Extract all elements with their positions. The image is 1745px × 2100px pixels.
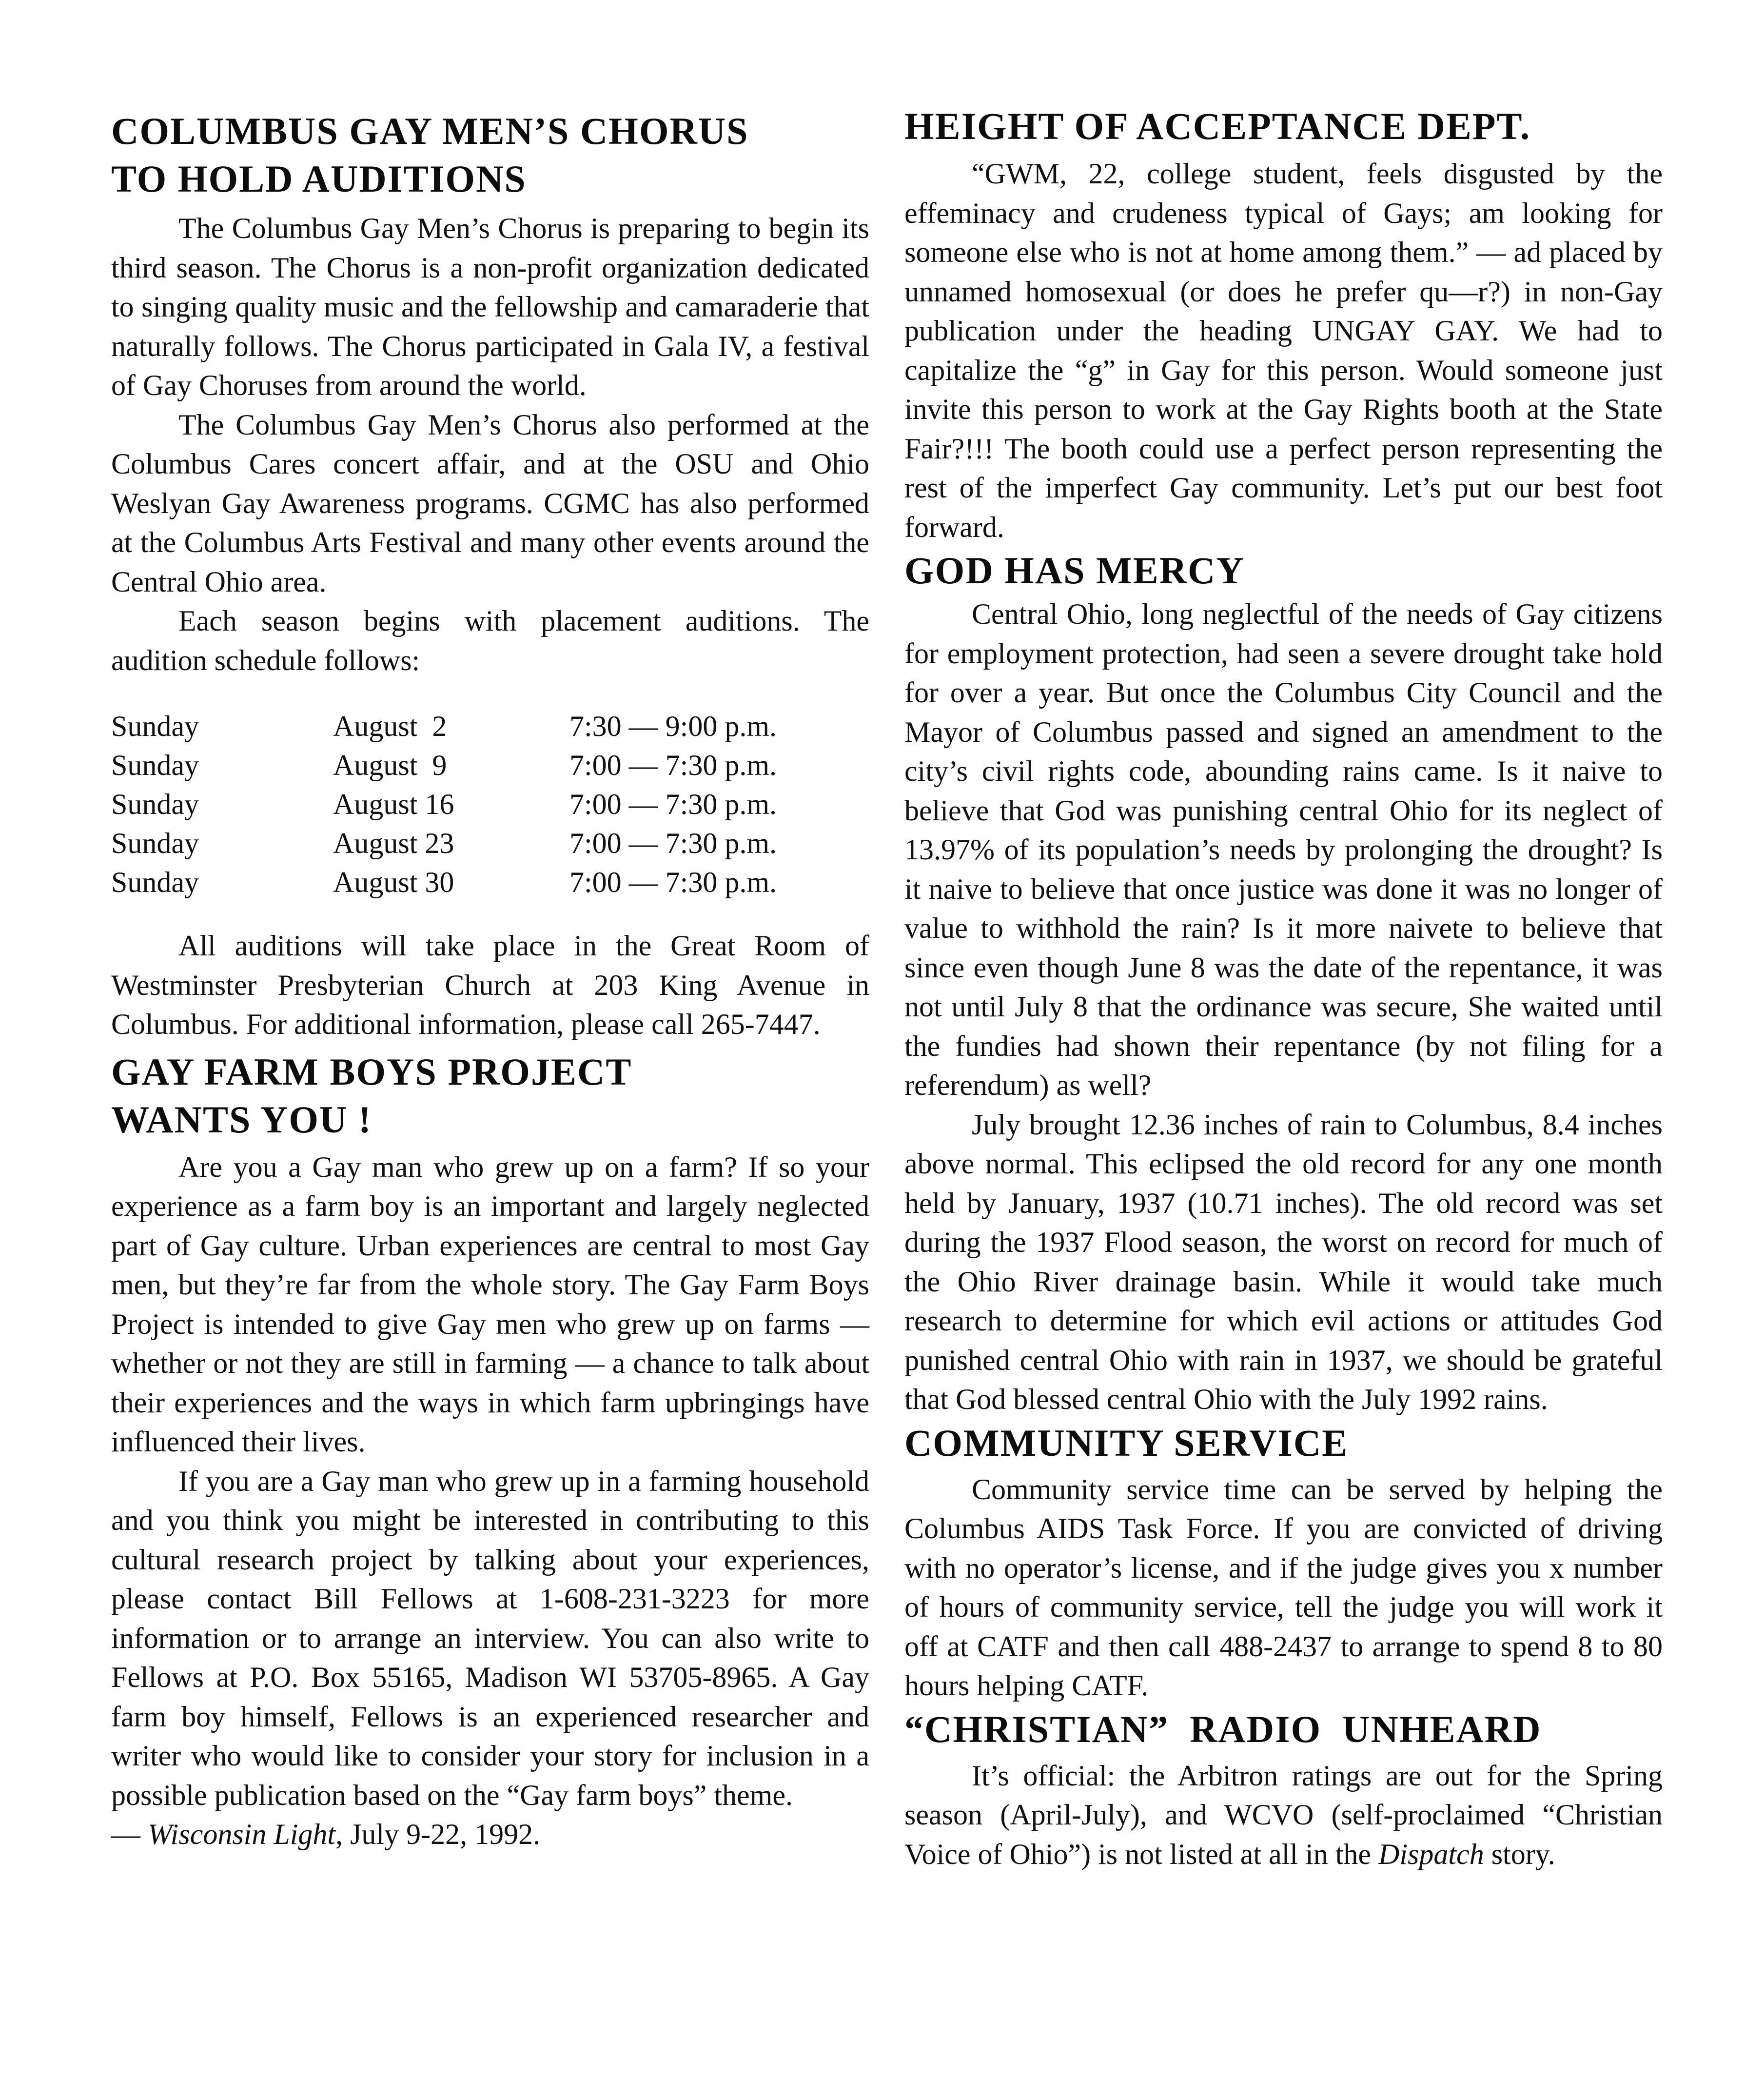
source-publication: Wisconsin Light: [148, 1818, 336, 1850]
article-chorus-auditions: [111, 107, 869, 1044]
audition-schedule: [111, 707, 869, 902]
community-service-paragraph: Community service time can be served by helping the Columbus AIDS Task Force. If you are convicted of driving with no operator’s license, and if the judge gives you x number of hours of community service, tell the judge you will work it off at CATF and then call 488-2437 to arrange to spend 8 to 80 hours helping CATF.: [904, 1473, 1663, 1702]
source-citation: [111, 1815, 869, 1854]
mercy-paragraph: Central Ohio, long neglectful of the needs of Gay citizens for employment protection, had seen a severe drought take hold for over a year. But once the Columbus City Council and the Mayor of Columbus passed and signed an amendment to the city’s civil rights code, abounding rains came. Is it naive to believe that God was punishing central Ohio for its neglect of 13.97% of its population’s needs by prolonging the drought? Is it naive to believe that once justice was done it was no longer of value to withhold the rain? Is it more naivete to believe that since even though June 8 was the date of the repentance, it was not until July 8 that the ordinance was secure, She waited until the fundies had shown their repentance (by not filing for a referendum) as well?: [904, 598, 1663, 1101]
left-column: [111, 107, 869, 1854]
schedule-date: August 16: [333, 788, 454, 820]
acceptance-paragraph: “GWM, 22, college student, feels disgusted by the effeminacy and crudeness typical of Gays; am looking for someone else who is not at home among them.” — ad placed by unnamed homosexual (or does he prefer qu—r?) in non-Gay publication under the heading UNGAY GAY. We had to capitalize the “g” in Gay for this person. Would someone just invite this person to work at the Gay Rights booth at the State Fair?!!! The booth could use a perfect person representing the rest of the imperfect Gay community. Let’s put our best foot forward.: [904, 158, 1663, 543]
chorus-closing-paragraph: All auditions will take place in the Great Room of Westminster Presbyterian Church at 203 King Avenue in Columbus. For additional information, please call 265-7447.: [111, 930, 869, 1040]
schedule-row: [111, 785, 869, 824]
headline-chorus-line2: TO HOLD AUDITIONS: [111, 158, 527, 200]
christian-radio-paragraph: [904, 1756, 1663, 1874]
farm-boys-paragraph: If you are a Gay man who grew up in a farming household and you think you might be interested in contributing to this cultural research project by talking about your experiences, please contact Bill Fellows at 1-608-231-3223 for more information or to arrange an interview. You can also write to Fellows at P.O. Box 55165, Madison WI 53705-8965. A Gay farm boy himself, Fellows is an experienced researcher and writer who would like to consider your story for inclusion in a possible publication based on the “Gay farm boys” theme.: [111, 1465, 869, 1811]
headline-christian-radio: “CHRISTIAN” RADIO UNHEARD: [904, 1707, 1542, 1750]
chorus-paragraph: The Columbus Gay Men’s Chorus is preparing to begin its third season. The Chorus is a non-profit organization dedicated to singing quality music and the fellowship and camaraderie that naturally follows. The Chorus participated in Gala IV, a festival of Gay Choruses from around the world.: [111, 212, 869, 401]
article-christian-radio: [904, 1705, 1663, 1874]
article-community-service: [904, 1419, 1663, 1705]
schedule-row: [111, 863, 869, 902]
schedule-date: August 30: [333, 866, 454, 898]
schedule-day: Sunday: [111, 749, 199, 781]
headline-acceptance: HEIGHT OF ACCEPTANCE DEPT.: [904, 105, 1531, 147]
farm-boys-paragraph: Are you a Gay man who grew up on a farm? If so your experience as a farm boy is an important and largely neglected part of Gay culture. Urban experiences are central to most Gay men, but they’re far from the whole story. The Gay Farm Boys Project is intended to give Gay men who grew up on farms — whether or not they are still in farming — a chance to talk about their experiences and the ways in which farm upbringings have influenced their lives.: [111, 1150, 869, 1458]
chorus-paragraph: The Columbus Gay Men’s Chorus also performed at the Columbus Cares concert affair, and at the OSU and Ohio Weslyan Gay Awareness programs. CGMC has also performed at the Columbus Arts Festival and many other events around the Central Ohio area.: [111, 408, 869, 598]
radio-text-italic: Dispatch: [1378, 1838, 1484, 1870]
schedule-time: 7:00 — 7:30 p.m.: [569, 827, 777, 859]
schedule-day: Sunday: [111, 827, 199, 859]
schedule-row: [111, 824, 869, 863]
headline-community-service: COMMUNITY SERVICE: [904, 1421, 1349, 1464]
schedule-day: Sunday: [111, 710, 199, 742]
headline-farm-boys: [111, 1048, 869, 1144]
article-god-has-mercy: [904, 547, 1663, 1419]
radio-text-start: It’s official: the Arbitron ratings are out for the Spring season (April-July), and WCVO (self-proclaimed “Christian Voice of Ohio”) is not listed at all in the: [904, 1759, 1663, 1870]
mercy-paragraph: July brought 12.36 inches of rain to Columbus, 8.4 inches above normal. This eclipsed the old record for any one month held by January, 1937 (10.71 inches). The old record was set during the 1937 Flood season, the worst on record for much of the Ohio River drainage basin. While it would take much research to determine for which evil actions or attitudes God punished central Ohio with rain in 1937, we should be grateful that God blessed central Ohio with the July 1992 rains.: [904, 1108, 1663, 1415]
schedule-time: 7:00 — 7:30 p.m.: [569, 749, 777, 781]
source-date: , July 9-22, 1992.: [335, 1818, 541, 1850]
schedule-day: Sunday: [111, 788, 199, 820]
schedule-date: August 9: [333, 749, 447, 781]
headline-chorus-line1: COLUMBUS GAY MEN’S CHORUS: [111, 110, 749, 152]
schedule-time: 7:00 — 7:30 p.m.: [569, 788, 777, 820]
headline-mercy: GOD HAS MERCY: [904, 549, 1245, 592]
right-column: [904, 102, 1663, 1874]
chorus-paragraph: Each season begins with placement auditions. The audition schedule follows:: [111, 605, 869, 676]
schedule-time: 7:00 — 7:30 p.m.: [569, 866, 777, 898]
schedule-date: August 2: [333, 710, 447, 742]
schedule-date: August 23: [333, 827, 454, 859]
source-dash: —: [111, 1818, 148, 1850]
radio-text-end: story.: [1484, 1838, 1555, 1870]
headline-chorus: [111, 107, 869, 203]
article-gay-farm-boys: [111, 1048, 869, 1854]
headline-farm-boys-line2: WANTS YOU !: [111, 1098, 372, 1141]
schedule-row: [111, 746, 869, 785]
schedule-row: [111, 707, 869, 746]
schedule-time: 7:30 — 9:00 p.m.: [569, 710, 777, 742]
article-height-of-acceptance: [904, 102, 1663, 547]
schedule-day: Sunday: [111, 866, 199, 898]
headline-farm-boys-line1: GAY FARM BOYS PROJECT: [111, 1050, 632, 1093]
